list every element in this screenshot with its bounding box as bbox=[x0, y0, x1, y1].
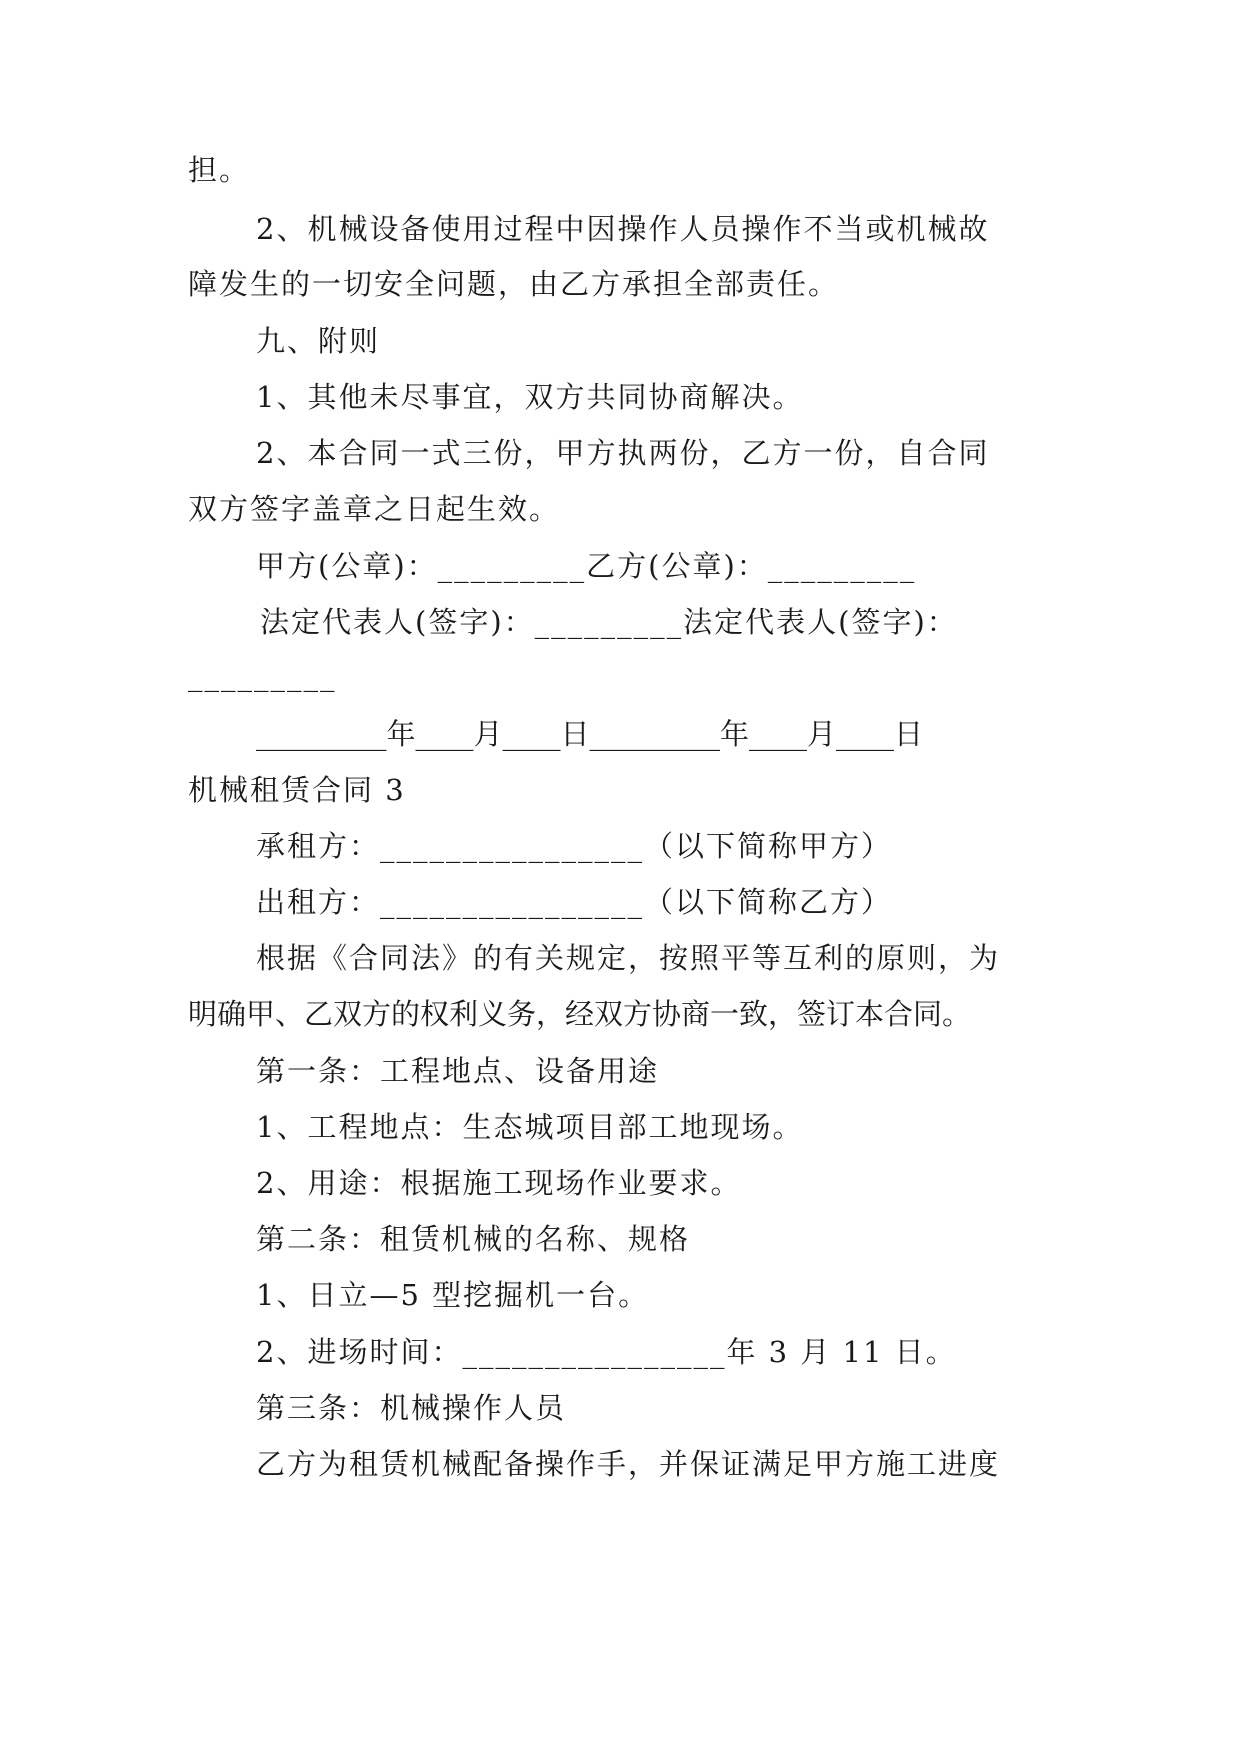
text-line: 1、其他未尽事宜，双方共同协商解决。 bbox=[256, 380, 804, 414]
text-line: 2、本合同一式三份，甲方执两份，乙方一份，自合同 bbox=[256, 436, 990, 470]
section-heading: 九、附则 bbox=[256, 324, 381, 358]
article-heading: 第三条：机械操作人员 bbox=[256, 1391, 567, 1425]
text-line: 2、机械设备使用过程中因操作人员操作不当或机械故 bbox=[256, 212, 990, 246]
text-line: 担。 bbox=[188, 153, 251, 187]
signature-line: 法定代表人(签字)：_________法定代表人(签字)： bbox=[260, 605, 958, 639]
text-line: 明确甲、乙双方的权利义务，经双方协商一致，签订本合同。 bbox=[188, 997, 972, 1031]
article-heading: 第二条：租赁机械的名称、规格 bbox=[256, 1222, 691, 1256]
text-line: 根据《合同法》的有关规定，按照平等互利的原则，为 bbox=[256, 941, 1001, 975]
signature-line: 甲方(公章)：_________乙方(公章)：_________ bbox=[256, 549, 917, 583]
document-title: 机械租赁合同 3 bbox=[188, 773, 406, 807]
text-line: 双方签字盖章之日起生效。 bbox=[188, 492, 561, 526]
text-line: 2、用途：根据施工现场作业要求。 bbox=[256, 1166, 742, 1200]
text-line: 1、工程地点：生态城项目部工地现场。 bbox=[256, 1110, 804, 1144]
date-line: _________年____月____日_________年____月____日 bbox=[256, 717, 924, 751]
party-line: 出租方：________________（以下简称乙方） bbox=[256, 885, 893, 919]
text-line: 2、进场时间：________________年 3 月 11 日。 bbox=[256, 1335, 957, 1369]
text-line: 乙方为租赁机械配备操作手，并保证满足甲方施工进度 bbox=[256, 1447, 1001, 1481]
article-heading: 第一条：工程地点、设备用途 bbox=[256, 1054, 660, 1088]
text-line: 障发生的一切安全问题，由乙方承担全部责任。 bbox=[188, 267, 840, 301]
party-line: 承租方：________________（以下简称甲方） bbox=[256, 829, 893, 863]
signature-blank: _________ bbox=[188, 658, 337, 692]
text-line: 1、日立—5 型挖掘机一台。 bbox=[256, 1278, 650, 1312]
